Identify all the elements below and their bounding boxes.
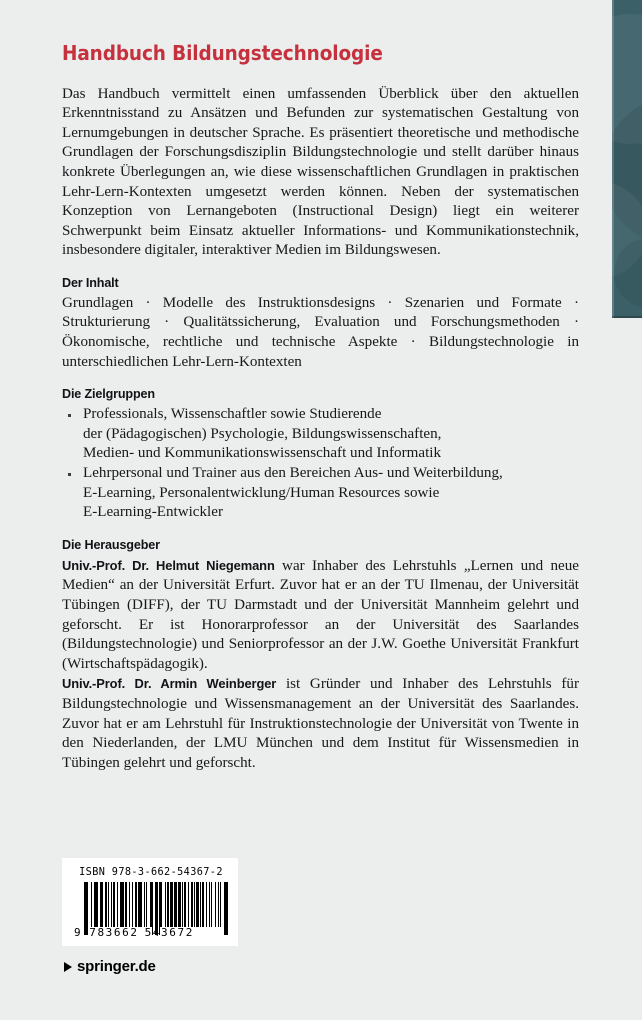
list-item-line: Lehrpersonal und Trainer aus den Bereichen Aus- und Weiterbildung, [83, 465, 503, 482]
barcode-digit-lead: 9 [74, 926, 83, 939]
editor-entry [62, 556, 579, 675]
barcode-block [62, 858, 238, 975]
spine-edge-strip [612, 0, 642, 318]
spine-edge-shadow [612, 316, 642, 318]
audience-bullet-list [62, 405, 579, 523]
list-item-line: der (Pädagogischen) Psychologie, Bildungswissenschaften, [83, 425, 442, 442]
barcode-digit-group-2: 543672 [144, 926, 194, 939]
list-item-line: Medien- und Kommunikationswissenschaft und Informatik [83, 445, 441, 462]
content-section-heading: Der Inhalt [62, 275, 119, 290]
page-title: Handbuch Bildungstechnologie [62, 41, 383, 65]
barcode-digits [72, 926, 228, 939]
triangle-right-icon [64, 962, 72, 972]
editor-bio: ist Gründer und Inhaber des Lehrstuhls für Bildungstechnologie und Wissensmanagement an der Universität des Saarlandes. Zuvor hat er am Lehrstuhl für Instruktionstechnologie der Universität von Twente in den Niederlanden, der LMU München und dem Institut für Wissensmedien in Tübingen gelehrt und geforscht. [62, 676, 579, 771]
book-blurb: Das Handbuch vermittelt einen umfassenden Überblick über den aktuellen Erkenntnisstand zu Ansätzen und Befunden zur systematischen Gestaltung von Lernumgebungen in deutscher Sprache. Es präsentiert theoretische und methodische Grundlagen der Forschungsdisziplin Bildungstechnologie und stellt darüber hinaus konkrete Überlegungen an, wie diese wissenschaftlichen Grundlagen in praktischen Lehr-Lern-Kontexten umgesetzt werden können. Neben der systematischen Konzeption von Lernangeboten (Instructional Design) liegt ein weiterer Schwerpunkt beim Einsatz aktueller Informations- und Kommunikationstechnik, insbesondere digitaler, interaktiver Medien im Bildungswesen. [62, 85, 579, 259]
bullet-square-icon [68, 414, 71, 417]
editor-entry [62, 674, 579, 773]
list-item-line: E-Learning, Personalentwicklung/Human Resources sowie [83, 484, 440, 501]
publisher-logo[interactable] [64, 958, 238, 975]
editor-name: Univ.-Prof. Dr. Armin Weinberger [62, 676, 277, 692]
bullet-square-icon [68, 473, 71, 476]
audience-section [62, 386, 579, 523]
spine-edge-highlight [612, 0, 614, 318]
list-item-line: Professionals, Wissenschaftler sowie Studierende [83, 406, 382, 423]
content-section-text: Grundlagen · Modelle des Instruktionsdesigns · Szenarien und Formate · Strukturierung · Qualitätssicherung, Evaluation und Forschungsmethoden · Ökonomische, rechtliche und technische Aspekte · Bildungstechnologie in unterschiedlichen Lehr-Lern-Kontexten [62, 294, 579, 370]
editors-section [62, 537, 579, 774]
editor-name: Univ.-Prof. Dr. Helmut Niegemann [62, 557, 275, 573]
editors-section-heading: Die Herausgeber [62, 537, 160, 552]
publisher-wordmark: springer.de [77, 958, 156, 975]
list-item [62, 464, 579, 523]
list-item-line: E-Learning-Entwickler [83, 504, 223, 521]
back-cover-content [62, 42, 579, 773]
barcode-digit-group-1: 783662 [89, 926, 139, 939]
editor-bio: war Inhaber des Lehrstuhls „Lernen und neue Medien“ an der Universität Erfurt. Zuvor hat er an der TU Ilmenau, der Universität Tübingen (DIFF), der TU Darmstadt und der Universität Mannheim gelehrt und geforscht. Er ist Honorarprofessor an der Universität des Saarlandes (Bildungstechnologie) und Seniorprofessor an der J.W. Goethe Universität Frankfurt (Wirtschaftspädagogik). [62, 557, 580, 672]
barcode-card [62, 858, 238, 946]
audience-section-heading: Die Zielgruppen [62, 387, 155, 402]
content-section [62, 275, 579, 372]
isbn-label: ISBN 978-3-662-54367-2 [79, 867, 223, 878]
list-item [62, 405, 579, 464]
